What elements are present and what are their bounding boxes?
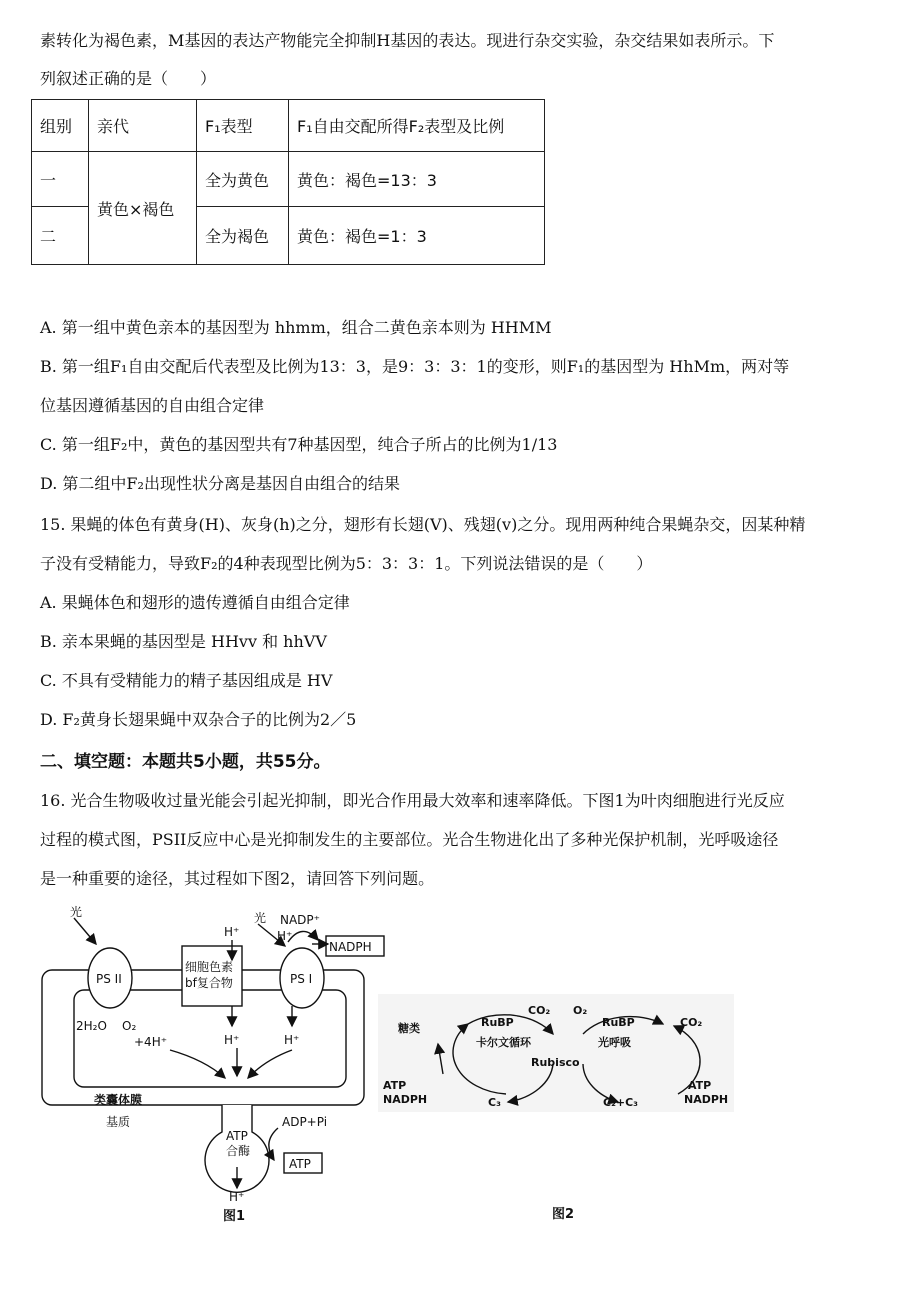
ps2-label: PS II <box>96 972 122 986</box>
rubisco-label: Rubisco <box>531 1056 580 1069</box>
rubp-label-2: RuBP <box>602 1016 635 1029</box>
cell-f1-2: 全为褐色 <box>197 207 289 265</box>
nadp-label: NADP⁺ <box>280 913 320 927</box>
synthase-label-1: ATP <box>226 1129 248 1143</box>
q14-option-c: C. 第一组F₂中，黄色的基因型共有7种基因型，纯合子所占的比例为1/13 <box>40 435 558 454</box>
h-ps1-label: H⁺ <box>277 929 293 943</box>
cross-result-table <box>31 99 545 265</box>
light-label-1: 光 <box>70 905 83 919</box>
intro-line-1: 素转化为褐色素，M基因的表达产物能完全抑制H基因的表达。现进行杂交实验，杂交结果如表所示。下 <box>40 31 775 50</box>
co2-label-2: CO₂ <box>680 1016 703 1029</box>
cell-f2-2: 黄色：褐色=1：3 <box>289 207 545 265</box>
cell-group-2: 二 <box>32 207 89 265</box>
nadph-label-1: NADPH <box>383 1093 428 1106</box>
q16-line-2: 过程的模式图，PSII反应中心是光抑制发生的主要部位。光合生物进化出了多种光保护机制，光呼吸途径 <box>40 830 779 849</box>
photoresp-label: 光呼吸 <box>598 1036 631 1049</box>
table-row <box>32 152 545 207</box>
cell-f2-1: 黄色：褐色=13：3 <box>289 152 545 207</box>
cell-group-1: 一 <box>32 152 89 207</box>
h-mid-label: H⁺ <box>224 1033 240 1047</box>
cyt-label-2: bf复合物 <box>185 976 233 990</box>
sugar-label: 糖类 <box>398 1022 420 1035</box>
q16-line-3: 是一种重要的途径，其过程如下图2，请回答下列问题。 <box>40 869 435 888</box>
q15-option-d: D. F₂黄身长翅果蝇中双杂合子的比例为2／5 <box>40 710 357 729</box>
nadph-label-2: NADPH <box>684 1093 729 1106</box>
o2-label: O₂ <box>122 1019 137 1033</box>
ps1-label: PS I <box>290 972 313 986</box>
atp-label-2: ATP <box>688 1079 712 1092</box>
atp-label-1: ATP <box>383 1079 407 1092</box>
c2c3-label: C₂+C₃ <box>603 1096 638 1109</box>
q15-option-c: C. 不具有受精能力的精子基因组成是 HV <box>40 671 333 690</box>
h-arrow-to-synthase-right <box>248 1050 292 1078</box>
figure-1-light-reaction <box>30 900 390 1230</box>
o2-label: O₂ <box>573 1004 588 1017</box>
figure-1-caption: 图1 <box>223 1209 246 1224</box>
figure-2-caption: 图2 <box>552 1207 575 1222</box>
q15-stem-1: 15. 果蝇的体色有黄身(H)、灰身(h)之分，翅形有长翅(V)、残翅(v)之分。现用两种纯合果蝇杂交，因某种精 <box>40 515 806 534</box>
h-right-label: H⁺ <box>284 1033 300 1047</box>
figure-2-background <box>378 994 734 1112</box>
intro-line-2: 列叙述正确的是（ ） <box>40 69 217 88</box>
membrane-label: 类囊体膜 <box>94 1093 143 1107</box>
figure-2-calvin-photorespiration <box>378 994 738 1229</box>
q14-option-a: A. 第一组中黄色亲本的基因型为 hhmm，组合二黄色亲本则为 HHMM <box>40 318 552 337</box>
adp-to-atp-arrow <box>269 1128 278 1160</box>
rubp-label-1: RuBP <box>481 1016 514 1029</box>
light-label-2: 光 <box>254 911 267 925</box>
nadph-label: NADPH <box>329 940 372 954</box>
q14-option-d: D. 第二组中F₂出现性状分离是基因自由组合的结果 <box>40 474 400 493</box>
cell-parent: 黄色×褐色 <box>89 152 197 265</box>
section-heading: 二、填空题：本题共5小题，共55分。 <box>40 752 331 772</box>
header-f1: F₁表型 <box>197 100 289 152</box>
water-label: 2H₂O <box>76 1019 107 1033</box>
h-arrow-ps1 <box>288 931 318 942</box>
header-f2: F₁自由交配所得F₂表型及比例 <box>289 100 545 152</box>
cyt-label-1: 细胞色素 <box>185 960 234 974</box>
cell-f1-1: 全为黄色 <box>197 152 289 207</box>
adp-label: ADP+Pi <box>282 1115 328 1129</box>
q16-line-1: 16. 光合生物吸收过量光能会引起光抑制，即光合作用最大效率和速率降低。下图1为叶肉细胞进行光反应 <box>40 791 785 810</box>
q15-option-a: A. 果蝇体色和翅形的遗传遵循自由组合定律 <box>40 593 350 612</box>
q14-option-b-2: 位基因遵循基因的自由组合定律 <box>40 396 265 415</box>
table-header-row <box>32 100 545 152</box>
q15-option-b: B. 亲本果蝇的基因型是 HHvv 和 hhVV <box>40 632 327 651</box>
co2-label-1: CO₂ <box>528 1004 551 1017</box>
h-top-label: H⁺ <box>224 925 240 939</box>
light-arrow-ps2 <box>74 918 96 944</box>
c3-label: C₃ <box>488 1096 501 1109</box>
synthase-label-2: 合酶 <box>226 1144 251 1158</box>
q15-stem-2: 子没有受精能力，导致F₂的4种表现型比例为5：3：3：1。下列说法错误的是（ ） <box>40 554 653 573</box>
h-bottom-label: H⁺ <box>229 1190 245 1204</box>
q14-option-b-1: B. 第一组F₁自由交配后代表型及比例为13：3，是9：3：3：1的变形，则F₁的基因型为 HhMm，两对等 <box>40 357 790 376</box>
stroma-label: 基质 <box>106 1115 131 1129</box>
atp-label: ATP <box>289 1157 311 1171</box>
header-parent: 亲代 <box>89 100 197 152</box>
calvin-label: 卡尔文循环 <box>476 1036 531 1049</box>
h4-label: +4H⁺ <box>134 1035 168 1049</box>
header-group: 组别 <box>32 100 89 152</box>
h-arrow-to-synthase-left <box>170 1050 225 1078</box>
